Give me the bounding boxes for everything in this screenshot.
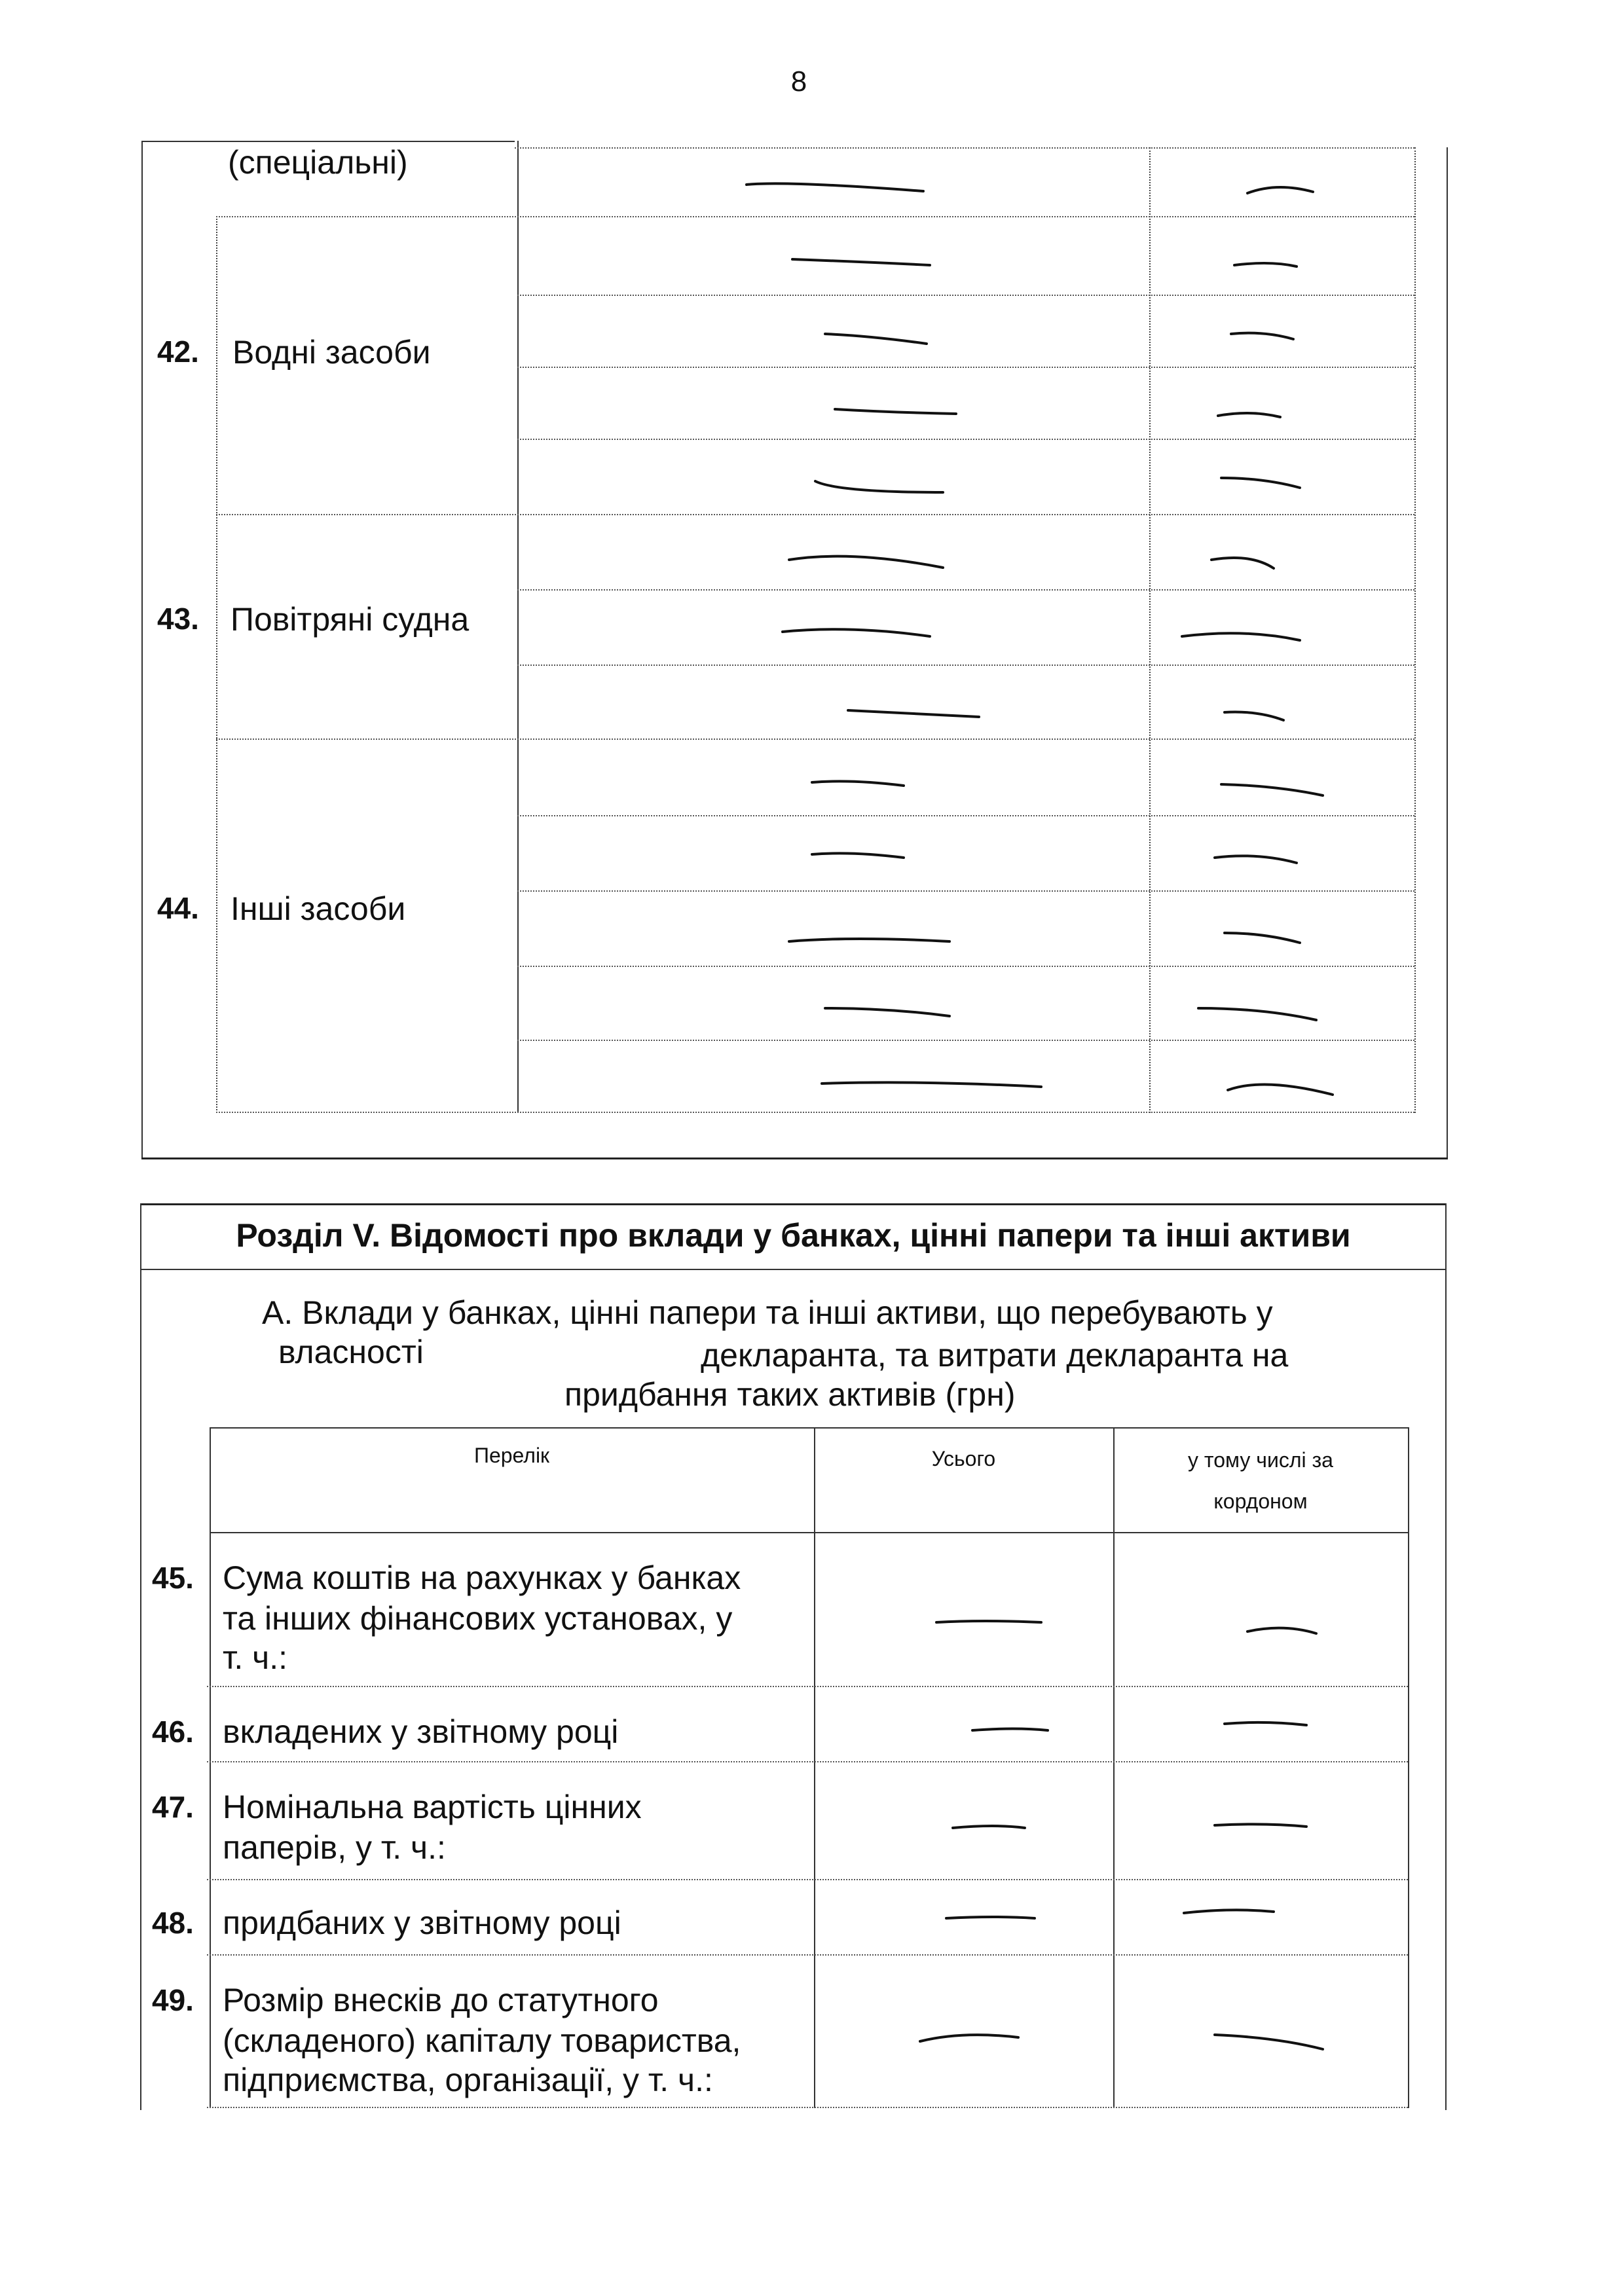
row-47-line1: Номінальна вартість цінних bbox=[223, 1789, 642, 1825]
row-48-number: 48. bbox=[152, 1906, 194, 1940]
row-49-line2: (складеного) капіталу товариства, bbox=[223, 2022, 741, 2059]
row-46-number: 46. bbox=[152, 1715, 194, 1749]
section5-title: Розділ V. Відомості про вклади у банках, цінні папери та інші активи bbox=[236, 1217, 1351, 1254]
section5-subtitle-line2b: декларанта, та витрати декларанта на bbox=[701, 1337, 1289, 1374]
section5-subtitle-line1: А. Вклади у банках, цінні папери та інші активи, що перебувають у bbox=[262, 1294, 1273, 1331]
row-45-line1: Сума коштів на рахунках у банках bbox=[223, 1559, 741, 1596]
row-49-number: 49. bbox=[152, 1983, 194, 2017]
row-46-line1: вкладених у звітному році bbox=[223, 1713, 619, 1750]
row-49-line3: підприємства, організації, у т. ч.: bbox=[223, 2062, 713, 2098]
row-42-number: 42. bbox=[157, 335, 199, 369]
col-header-list: Перелік bbox=[473, 1444, 550, 1467]
row-44-label: Інші засоби bbox=[231, 890, 406, 927]
row-44-number: 44. bbox=[157, 891, 199, 925]
row-45-line2: та інших фінансових установах, у bbox=[223, 1600, 733, 1637]
section5-subtitle-line3: придбання таких активів (грн) bbox=[564, 1376, 1016, 1413]
row-42-label: Водні засоби bbox=[232, 334, 431, 371]
page-number: 8 bbox=[790, 65, 807, 98]
row-special-label: (спеціальні) bbox=[228, 144, 408, 181]
col-header-total: Усього bbox=[931, 1447, 996, 1470]
row-47-number: 47. bbox=[152, 1790, 194, 1824]
row-45-line3: т. ч.: bbox=[223, 1639, 287, 1676]
row-49-line1: Розмір внесків до статутного bbox=[223, 1982, 659, 2018]
col-header-abroad-line2: кордоном bbox=[1213, 1489, 1308, 1513]
section5-subtitle-line2a: власності bbox=[278, 1334, 424, 1370]
row-43-label: Повітряні судна bbox=[231, 601, 470, 638]
row-48-line1: придбаних у звітному році bbox=[223, 1904, 621, 1941]
row-43-number: 43. bbox=[157, 602, 199, 636]
row-45-number: 45. bbox=[152, 1561, 194, 1595]
row-47-line2: паперів, у т. ч.: bbox=[223, 1829, 446, 1866]
col-header-abroad-line1: у тому числі за bbox=[1188, 1448, 1333, 1472]
